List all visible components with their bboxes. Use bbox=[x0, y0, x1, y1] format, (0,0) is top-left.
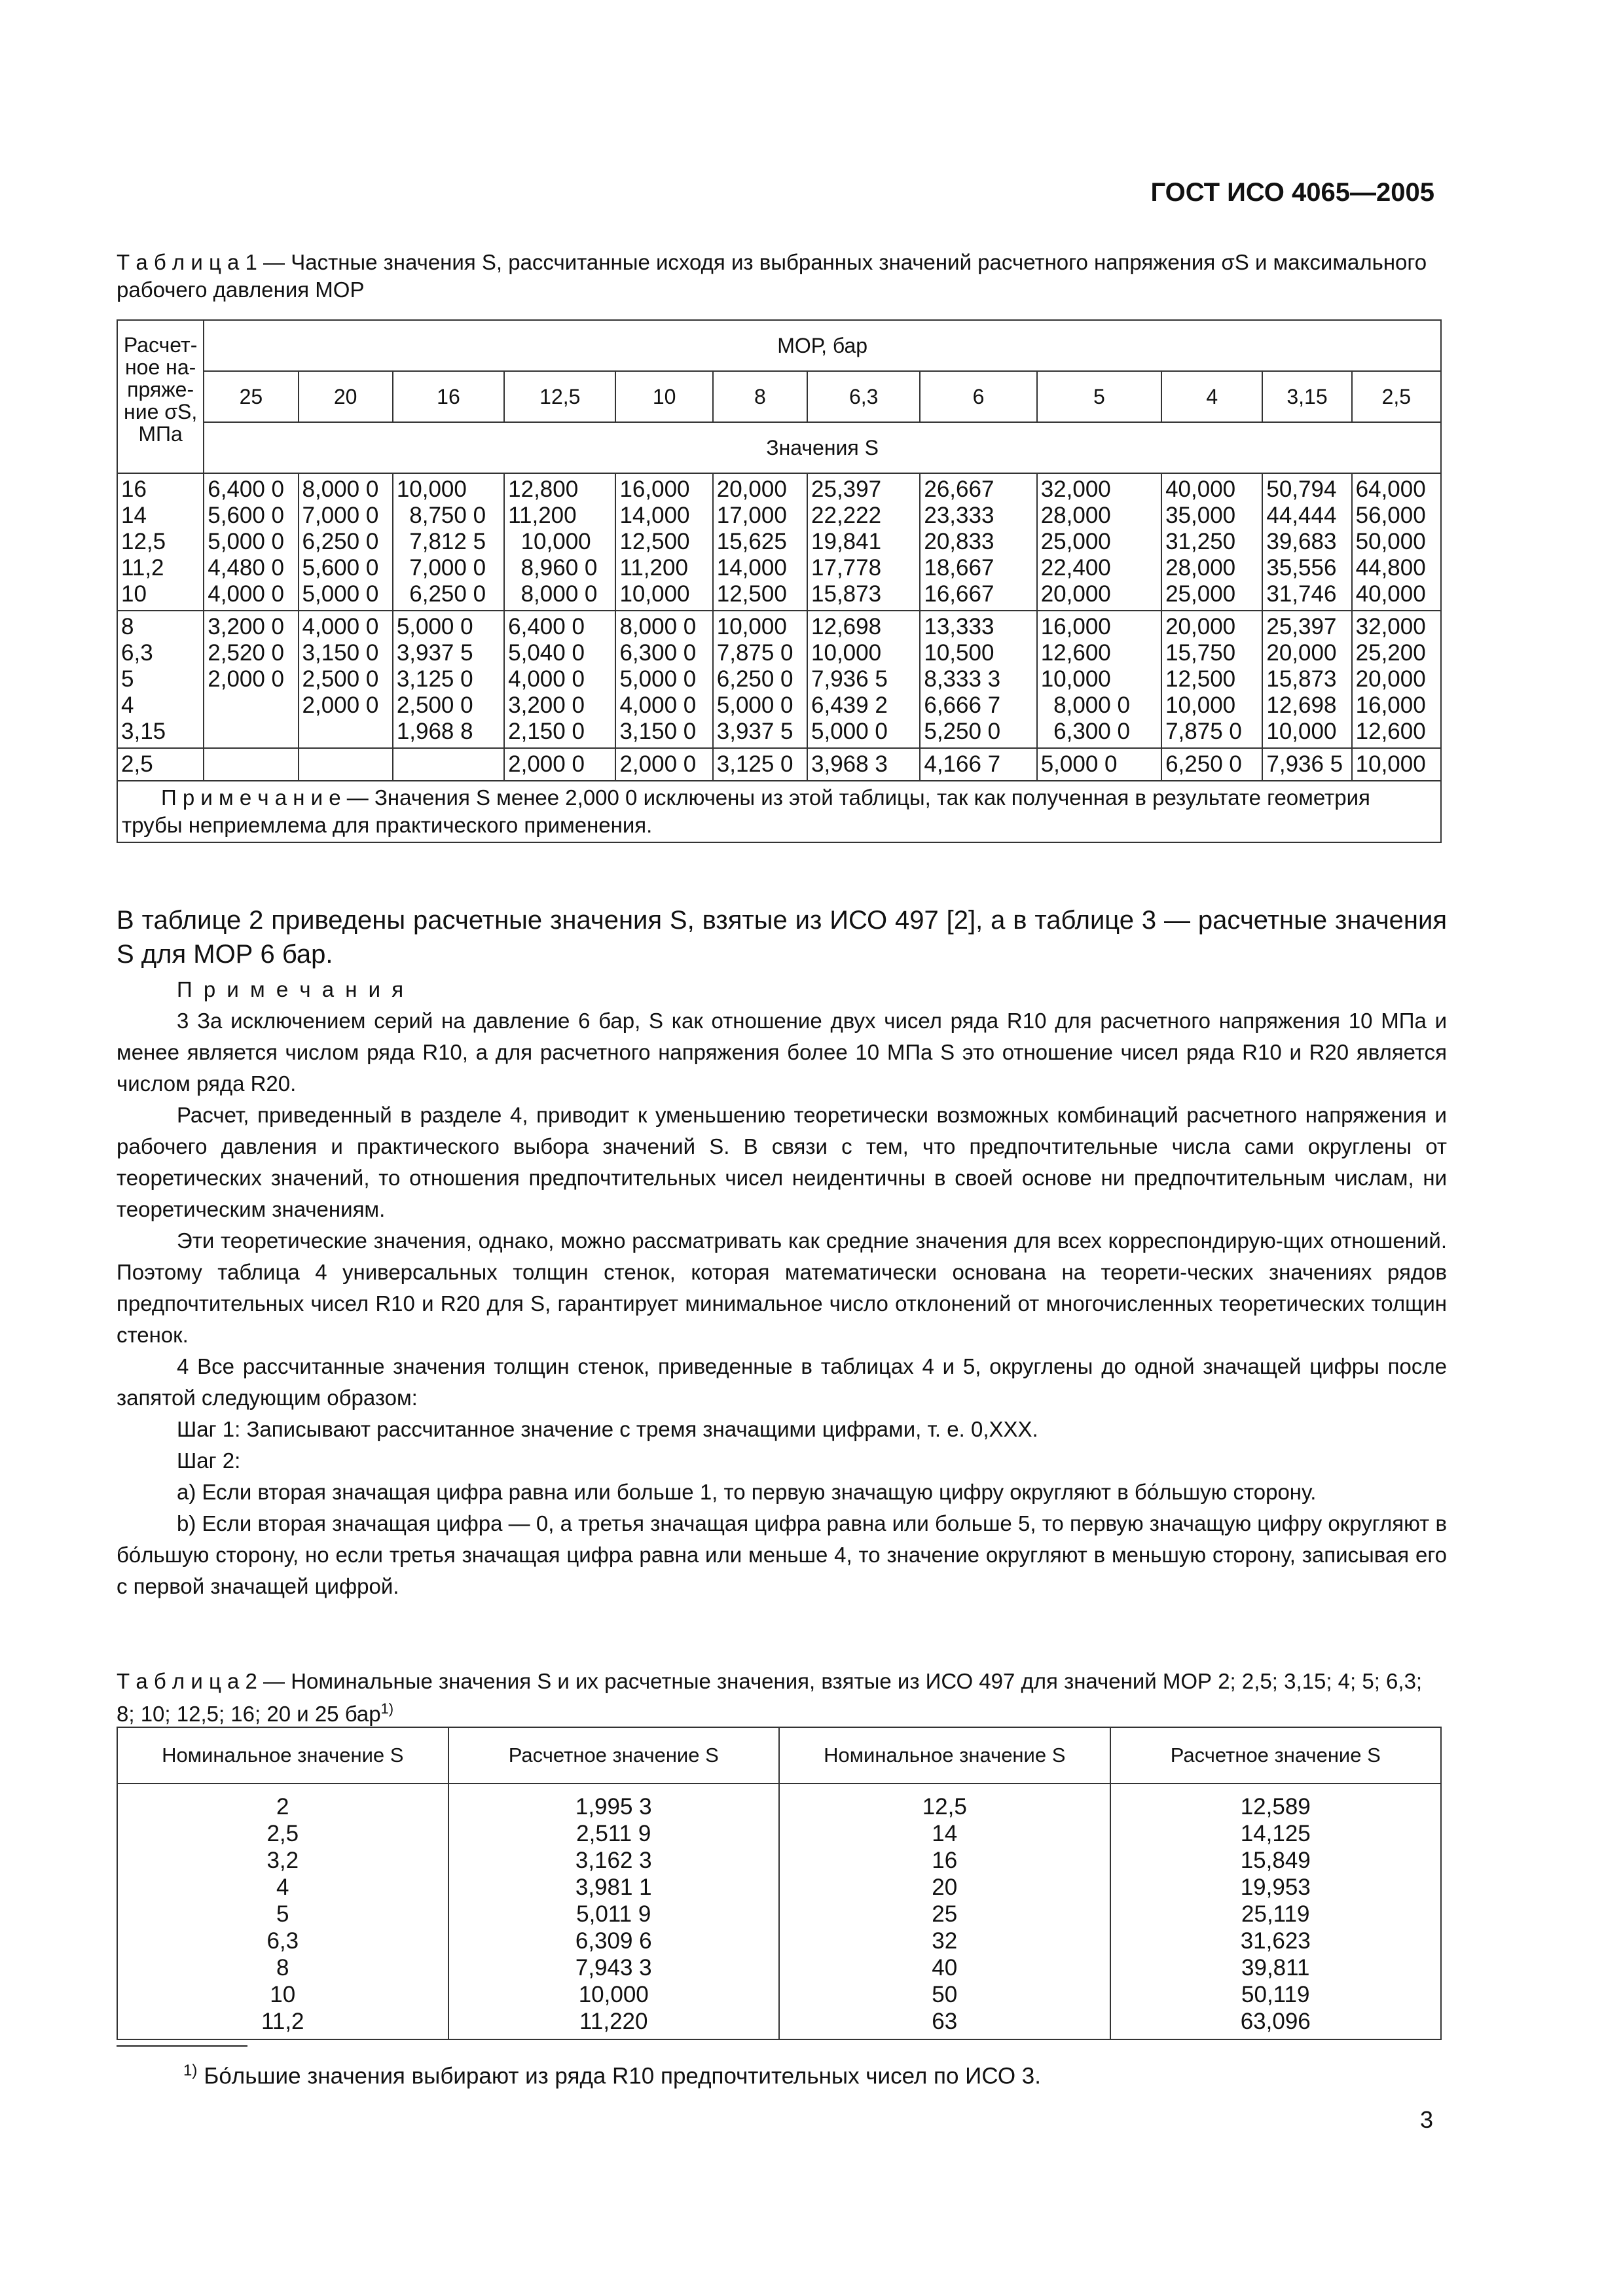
stress-column-header: Расчет-ное на-пряже-ние σS, МПа bbox=[117, 320, 204, 473]
table-cell: 1,995 3 2,511 9 3,162 3 3,981 1 5,011 9 6,309 6 7,943 3 10,000 11,220 bbox=[448, 1784, 779, 2039]
footnote-mark: 1) bbox=[183, 2062, 198, 2079]
table-cell: 12,589 14,125 15,849 19,953 25,119 31,623 39,811 50,119 63,096 bbox=[1110, 1784, 1441, 2039]
table-cell: 6,250 0 bbox=[1161, 748, 1262, 781]
table-row bbox=[117, 473, 1441, 611]
stress-values-cell: 8 6,3 5 4 3,15 bbox=[117, 611, 204, 748]
document-code: ГОСТ ИСО 4065—2005 bbox=[1150, 178, 1434, 207]
table2-footnote-ref: 1) bbox=[380, 1700, 394, 1717]
table-cell bbox=[204, 748, 298, 781]
mop-value-header: 8 bbox=[713, 371, 807, 422]
table-cell bbox=[393, 748, 504, 781]
table-cell: 25,397 20,000 15,873 12,698 10,000 bbox=[1262, 611, 1351, 748]
mop-value-header: 25 bbox=[204, 371, 298, 422]
table-cell: 64,000 56,000 50,000 44,800 40,000 bbox=[1352, 473, 1441, 611]
table1-note bbox=[117, 781, 1441, 842]
table2-column-header: Расчетное значение S bbox=[448, 1727, 779, 1784]
mop-header: МОР, бар bbox=[204, 320, 1441, 371]
table1 bbox=[117, 319, 1442, 843]
intro-paragraph: В таблице 2 приведены расчетные значения S, взятые из ИСО 497 [2], а в таблице 3 — расчетные значения S для МОР 6 бар. bbox=[117, 906, 1447, 969]
body-text bbox=[117, 903, 1447, 1602]
table-cell: 10,000 8,750 0 7,812 5 7,000 0 6,250 0 bbox=[393, 473, 504, 611]
table-cell: 13,333 10,500 8,333 3 6,666 7 5,250 0 bbox=[920, 611, 1036, 748]
notes-title: П р и м е ч а н и я bbox=[177, 977, 407, 1001]
mop-value-header: 4 bbox=[1161, 371, 1262, 422]
paragraph: Шаг 2: bbox=[177, 1448, 241, 1473]
values-header: Значения S bbox=[204, 422, 1441, 473]
table-cell: 20,000 17,000 15,625 14,000 12,500 bbox=[713, 473, 807, 611]
table-cell: 40,000 35,000 31,250 28,000 25,000 bbox=[1161, 473, 1262, 611]
mop-value-header: 16 bbox=[393, 371, 504, 422]
stress-values-cell: 2,5 bbox=[117, 748, 204, 781]
mop-value-header: 6,3 bbox=[807, 371, 920, 422]
paragraph: Шаг 1: Записывают рассчитанное значение с тремя значащими цифрами, т. е. 0,XXX. bbox=[177, 1417, 1038, 1441]
table-cell: 6,400 0 5,040 0 4,000 0 3,200 0 2,150 0 bbox=[504, 611, 615, 748]
table-cell: 3,200 0 2,520 0 2,000 0 bbox=[204, 611, 298, 748]
table-cell: 2,000 0 bbox=[615, 748, 712, 781]
table-cell: 12,5 14 16 20 25 32 40 50 63 bbox=[779, 1784, 1110, 2039]
table-cell: 4,166 7 bbox=[920, 748, 1036, 781]
table-cell: 5,000 0 3,937 5 3,125 0 2,500 0 1,968 8 bbox=[393, 611, 504, 748]
table-cell: 6,400 0 5,600 0 5,000 0 4,480 0 4,000 0 bbox=[204, 473, 298, 611]
table-cell: 32,000 28,000 25,000 22,400 20,000 bbox=[1037, 473, 1161, 611]
footnote-divider bbox=[117, 2045, 247, 2047]
table-cell: 20,000 15,750 12,500 10,000 7,875 0 bbox=[1161, 611, 1262, 748]
page-number: 3 bbox=[1419, 2106, 1433, 2133]
table-cell: 10,000 7,875 0 6,250 0 5,000 0 3,937 5 bbox=[713, 611, 807, 748]
table-cell: 32,000 25,200 20,000 16,000 12,600 bbox=[1352, 611, 1441, 748]
table-cell: 16,000 12,600 10,000 8,000 0 6,300 0 bbox=[1037, 611, 1161, 748]
paragraph: Расчет, приведенный в разделе 4, приводит к уменьшению теоретически возможных комбинаций расчетного напряжения и рабочего давления и практического выбора значений S. В связи с тем, что предпочтительные числа сами округлены от теоретических значений, то отношения предпочтительных чисел неидентичны в своей основе ни предпочтительным числам, ни теоретическим значениям. bbox=[117, 1103, 1447, 1221]
footnote bbox=[183, 2062, 1041, 2090]
mop-value-header: 5 bbox=[1037, 371, 1161, 422]
table2-column-header: Расчетное значение S bbox=[1110, 1727, 1441, 1784]
table-cell: 2 2,5 3,2 4 5 6,3 8 10 11,2 bbox=[117, 1784, 448, 2039]
table-cell: 2,000 0 bbox=[504, 748, 615, 781]
table-cell: 12,698 10,000 7,936 5 6,439 2 5,000 0 bbox=[807, 611, 920, 748]
mop-value-header: 10 bbox=[615, 371, 712, 422]
table-row bbox=[117, 748, 1441, 781]
table-cell: 3,125 0 bbox=[713, 748, 807, 781]
mop-value-header: 2,5 bbox=[1352, 371, 1441, 422]
table-cell bbox=[299, 748, 393, 781]
table2-header-row bbox=[117, 1727, 1441, 1784]
table-cell: 8,000 0 7,000 0 6,250 0 5,600 0 5,000 0 bbox=[299, 473, 393, 611]
mop-value-header: 3,15 bbox=[1262, 371, 1351, 422]
table2-caption-lead: Т а б л и ц а 2 bbox=[117, 1669, 257, 1693]
note-text: — Значения S менее 2,000 0 исключены из этой таблицы, так как полученная в результате геометрия трубы неприемлема для практического применения. bbox=[122, 785, 1370, 837]
table1-caption bbox=[117, 249, 1439, 304]
table-row bbox=[117, 611, 1441, 748]
footnote-text: Бо́льшие значения выбирают из ряда R10 предпочтительных чисел по ИСО 3. bbox=[204, 2063, 1041, 2089]
paragraph: Эти теоретические значения, однако, можно рассматривать как средние значения для всех корреспондирую-щих отношений. Поэтому таблица 4 универсальных толщин стенок, которая математически основана на теорети-ческих значениях рядов предпочтительных чисел R10 и R20 для S, гарантирует минимальное число отклонений от многочисленных теоретических толщин стенок. bbox=[117, 1229, 1447, 1347]
table-cell: 12,800 11,200 10,000 8,960 0 8,000 0 bbox=[504, 473, 615, 611]
table2-column-header: Номинальное значение S bbox=[779, 1727, 1110, 1784]
table-cell: 5,000 0 bbox=[1037, 748, 1161, 781]
table2-caption bbox=[117, 1668, 1439, 1728]
paragraph: b) Если вторая значащая цифра — 0, а третья значащая цифра равна или больше 5, то первую значащую цифру округляют в бо́льшую сторону, но если третья значащая цифра равна или меньше 4, то значение округляют в меньшую сторону, записывая его с первой значащей цифрой. bbox=[117, 1511, 1447, 1598]
table-cell: 25,397 22,222 19,841 17,778 15,873 bbox=[807, 473, 920, 611]
table-row bbox=[117, 1784, 1441, 2039]
table-cell: 10,000 bbox=[1352, 748, 1441, 781]
paragraph: a) Если вторая значащая цифра равна или больше 1, то первую значащую цифру округляют в бо́льшую сторону. bbox=[177, 1480, 1317, 1504]
table2-column-header: Номинальное значение S bbox=[117, 1727, 448, 1784]
table-cell: 7,936 5 bbox=[1262, 748, 1351, 781]
mop-value-header: 6 bbox=[920, 371, 1036, 422]
table-cell: 4,000 0 3,150 0 2,500 0 2,000 0 bbox=[299, 611, 393, 748]
table-cell: 26,667 23,333 20,833 18,667 16,667 bbox=[920, 473, 1036, 611]
stress-values-cell: 16 14 12,5 11,2 10 bbox=[117, 473, 204, 611]
table1-caption-lead: Т а б л и ц а 1 bbox=[117, 250, 257, 274]
paragraph: 4 Все рассчитанные значения толщин стенок, приведенные в таблицах 4 и 5, округлены до одной значащей цифры после запятой следующим образом: bbox=[117, 1354, 1447, 1410]
table-cell: 8,000 0 6,300 0 5,000 0 4,000 0 3,150 0 bbox=[615, 611, 712, 748]
table-cell: 50,794 44,444 39,683 35,556 31,746 bbox=[1262, 473, 1351, 611]
paragraph: 3 За исключением серий на давление 6 бар, S как отношение двух чисел ряда R10 для расчетного напряжения 10 МПа и менее является числом ряда R10, а для расчетного напряжения более 10 МПа S это отношение чисел ряда R10 и R20 является числом ряда R20. bbox=[117, 1009, 1447, 1096]
mop-value-header: 20 bbox=[299, 371, 393, 422]
table-cell: 16,000 14,000 12,500 11,200 10,000 bbox=[615, 473, 712, 611]
mop-value-header: 12,5 bbox=[504, 371, 615, 422]
note-lead: П р и м е ч а н и е bbox=[161, 785, 341, 810]
table2-caption-text: — Номинальные значения S и их расчетные значения, взятые из ИСО 497 для значений МОР 2; 2,5; 3,15; 4; 5; 6,3; 8; 10; 12,5; 16; 20 и 25 бар bbox=[117, 1669, 1423, 1726]
table2 bbox=[117, 1727, 1442, 2040]
mop-values-row bbox=[117, 371, 1441, 422]
table-cell: 3,968 3 bbox=[807, 748, 920, 781]
table1-caption-text: — Частные значения S, рассчитанные исходя из выбранных значений расчетного напряжения σS и максимального рабочего давления МОР bbox=[117, 250, 1427, 302]
